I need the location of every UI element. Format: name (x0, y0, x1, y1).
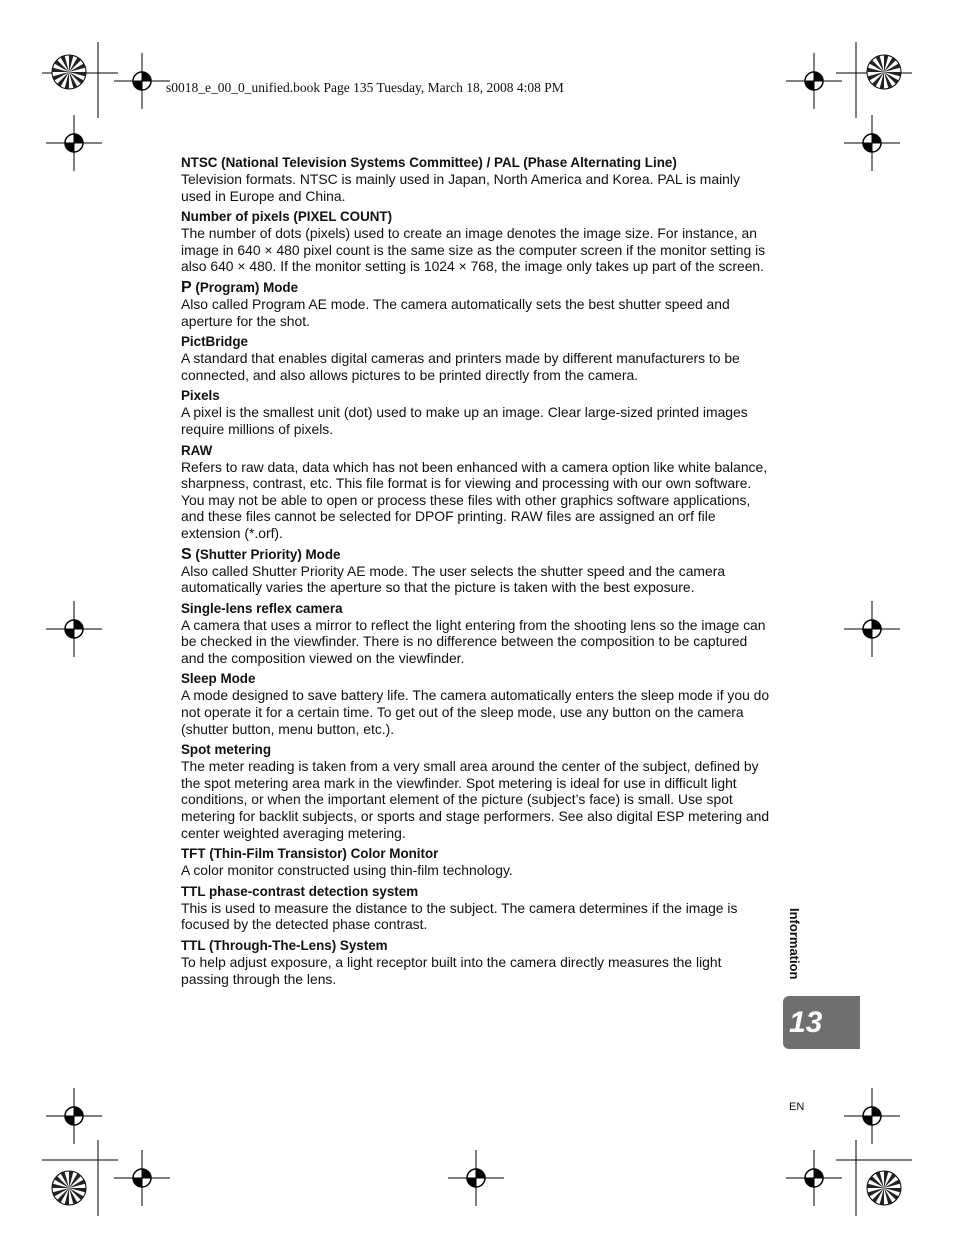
glossary-term (181, 443, 773, 459)
term-text: RAW (181, 442, 213, 458)
glossary-entry (181, 938, 773, 987)
glossary-definition: A color monitor constructed using thin-film technology. (181, 862, 513, 879)
mode-letter: S (181, 545, 192, 563)
glossary-entry (181, 155, 773, 204)
term-text: Sleep Mode (181, 671, 256, 687)
term-text: (Shutter Priority) Mode (191, 546, 341, 562)
term-text: NTSC (National Television Systems Committee) / PAL (Phase Alternating Line) (181, 155, 677, 170)
term-text: (Program) Mode (191, 279, 299, 295)
term-text: TTL phase-contrast detection system (181, 883, 419, 899)
glossary-definition: The meter reading is taken from a very small area around the center of the subject, defined by the spot metering area mark in the viewfinder. Spot metering is ideal for use in difficult light conditions, or when the important element of the picture (subject’s face) is small. Use spot metering for backlit subjects, or sports and stage performers. See also digital ESP metering and center weighted averaging metering. (181, 758, 770, 841)
glossary-definition: A pixel is the smallest unit (dot) used to make up an image. Clear large-sized printed images require millions of pixels. (181, 404, 748, 437)
term-text: PictBridge (181, 334, 248, 350)
glossary-term (181, 547, 773, 563)
glossary-definition: A standard that enables digital cameras and printers made by different manufacturers to be connected, and also allows pictures to be printed directly from the camera. (181, 350, 740, 383)
glossary-definition: This is used to measure the distance to the subject. The camera determines if the image is focused by the detected phase contrast. (181, 899, 738, 933)
glossary-entry (181, 547, 773, 596)
term-text: Number of pixels (PIXEL COUNT) (181, 209, 393, 225)
glossary-term (181, 155, 773, 171)
term-text: Spot metering (181, 742, 272, 758)
glossary-entry (181, 846, 773, 879)
glossary-entry (181, 742, 773, 841)
glossary-entry (181, 884, 773, 933)
chapter-number: 13 (789, 1005, 823, 1039)
term-text: TTL (Through-The-Lens) System (181, 938, 388, 953)
glossary-term (181, 334, 773, 350)
glossary-term (181, 742, 773, 758)
glossary-definition: A camera that uses a mirror to reflect the light entering from the shooting lens so the image can be checked in the viewfinder. There is no difference between the composition to be captured and the composition viewed on the viewfinder. (181, 616, 766, 666)
glossary-definition: Also called Program AE mode. The camera automatically sets the best shutter speed and aperture for the shot. (181, 295, 730, 329)
glossary-entry (181, 443, 773, 542)
term-text: Pixels (181, 388, 220, 404)
glossary-entry (181, 601, 773, 667)
term-text: Single-lens reflex camera (181, 600, 343, 616)
glossary-entry (181, 671, 773, 737)
glossary-term (181, 209, 773, 225)
section-label: Information (787, 908, 802, 980)
glossary-term (181, 280, 773, 296)
glossary-entry (181, 388, 773, 437)
glossary-definition: Also called Shutter Priority AE mode. The user selects the shutter speed and the camera automatically varies the aperture so that the picture is taken with the best exposure. (181, 562, 726, 596)
term-text: TFT (Thin-Film Transistor) Color Monitor (181, 846, 439, 862)
glossary-list (181, 155, 773, 992)
glossary-entry (181, 280, 773, 329)
glossary-term (181, 938, 773, 954)
book-header: s0018_e_00_0_unified.book Page 135 Tuesday, March 18, 2008 4:08 PM (166, 80, 564, 95)
glossary-definition: To help adjust exposure, a light receptor built into the camera directly measures the light passing through the lens. (181, 954, 722, 987)
chapter-tab (783, 996, 860, 1049)
glossary-entry (181, 209, 773, 275)
glossary-term (181, 671, 773, 687)
glossary-term (181, 388, 773, 404)
glossary-entry (181, 334, 773, 383)
glossary-term (181, 601, 773, 617)
glossary-term (181, 884, 773, 900)
glossary-definition: The number of dots (pixels) used to create an image denotes the image size. For instance, an image in 640 × 480 pixel count is the same size as the computer screen if the monitor setting is also 640 × 480. If the monitor setting is 1024 × 768, the image only takes up part of the screen. (181, 225, 766, 275)
language-code: EN (789, 1101, 805, 1113)
glossary-definition: Television formats. NTSC is mainly used in Japan, North America and Korea. PAL is mainly used in Europe and China. (181, 171, 740, 204)
glossary-definition: A mode designed to save battery life. The camera automatically enters the sleep mode if you do not operate it for a certain time. To get out of the sleep mode, use any button on the camera (shutter button, menu button, etc.). (181, 687, 770, 737)
glossary-term (181, 846, 773, 862)
mode-letter: P (181, 278, 192, 296)
glossary-definition: Refers to raw data, data which has not been enhanced with a camera option like white balance, sharpness, contrast, etc. This file format is for viewing and processing with our own software. You may not be able to open or process these files with other graphics software applications, and these files cannot be selected for DPOF printing. RAW files are assigned an orf file extension (*.orf). (181, 458, 768, 541)
